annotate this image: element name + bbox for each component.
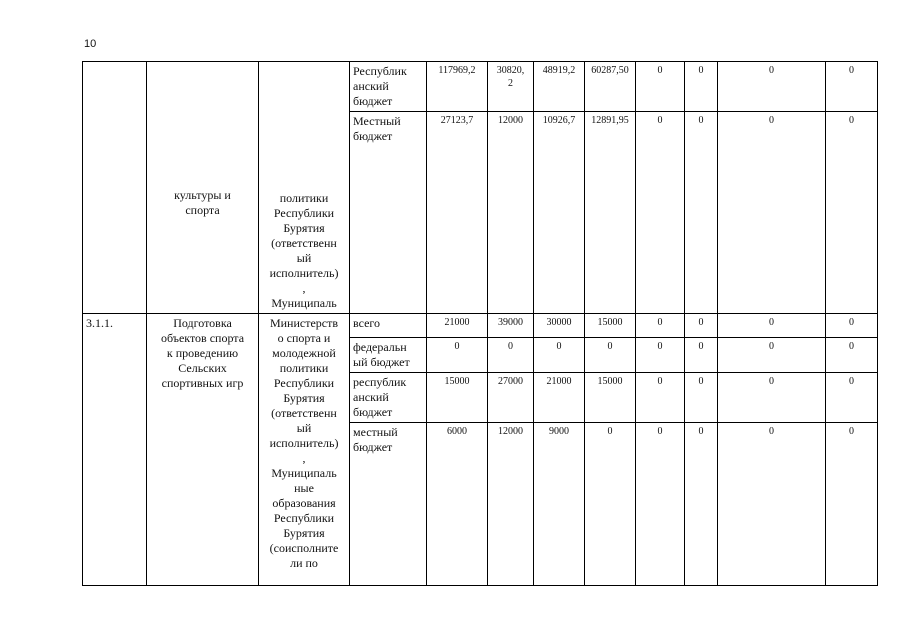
measure-name-cell: Подготовка объектов спорта к проведению Сельских спортивных игр: [147, 314, 259, 586]
value-cell: 0: [718, 373, 826, 423]
funding-source-cell: всего: [350, 314, 427, 338]
value-cell: 30000: [534, 314, 585, 338]
value-cell: 0: [427, 338, 488, 373]
value-cell: 15000: [427, 373, 488, 423]
value-cell: 39000: [488, 314, 534, 338]
value-cell: 15000: [585, 373, 636, 423]
value-cell: 60287,50: [585, 62, 636, 112]
value-cell: 0: [826, 423, 878, 586]
value-cell: 0: [685, 373, 718, 423]
value-cell: 0: [685, 314, 718, 338]
value-cell: 0: [685, 423, 718, 586]
value-cell: 0: [636, 314, 685, 338]
value-cell: 117969,2: [427, 62, 488, 112]
value-cell: 0: [826, 62, 878, 112]
value-cell: 21000: [427, 314, 488, 338]
value-cell: 0: [685, 62, 718, 112]
value-cell: 0: [718, 112, 826, 314]
funding-source-cell: республик анский бюджет: [350, 373, 427, 423]
item-number-cell: 3.1.1.: [83, 314, 147, 586]
budget-table: [82, 61, 878, 586]
value-cell: 6000: [427, 423, 488, 586]
value-cell: 0: [636, 373, 685, 423]
value-cell: 0: [718, 62, 826, 112]
table-row: [83, 62, 878, 112]
value-cell: 0: [488, 338, 534, 373]
page-number: 10: [84, 38, 97, 50]
item-number-cell-empty: [83, 62, 147, 314]
value-cell: 12000: [488, 423, 534, 586]
value-cell: 0: [718, 423, 826, 586]
value-cell: 21000: [534, 373, 585, 423]
value-cell: 0: [585, 338, 636, 373]
value-cell: 0: [826, 338, 878, 373]
value-cell: 0: [636, 112, 685, 314]
executor-cell: политики Республики Бурятия (ответственн ый исполнитель) , Муниципаль: [259, 62, 350, 314]
value-cell: 27000: [488, 373, 534, 423]
value-cell: 48919,2: [534, 62, 585, 112]
value-cell: 30820, 2: [488, 62, 534, 112]
value-cell: 9000: [534, 423, 585, 586]
value-cell: 15000: [585, 314, 636, 338]
value-cell: 27123,7: [427, 112, 488, 314]
value-cell: 0: [636, 423, 685, 586]
funding-source-cell: Республик анский бюджет: [350, 62, 427, 112]
executor-cell: Министерств о спорта и молодежной политики Республики Бурятия (ответственн ый исполнитель) , Муниципаль ные образования Республики Бурятия (соисполните ли по: [259, 314, 350, 586]
value-cell: 0: [534, 338, 585, 373]
measure-name-cell: [147, 62, 259, 314]
value-cell: 0: [585, 423, 636, 586]
funding-source-cell: Местный бюджет: [350, 112, 427, 314]
value-cell: 0: [826, 314, 878, 338]
value-cell: 0: [636, 62, 685, 112]
value-cell: 10926,7: [534, 112, 585, 314]
funding-source-cell: местный бюджет: [350, 423, 427, 586]
value-cell: 0: [636, 338, 685, 373]
measure-name-text: культуры и спорта: [174, 188, 231, 217]
value-cell: 0: [718, 338, 826, 373]
value-cell: 0: [685, 112, 718, 314]
value-cell: 0: [826, 112, 878, 314]
value-cell: 0: [826, 373, 878, 423]
funding-source-cell: федеральн ый бюджет: [350, 338, 427, 373]
value-cell: 12000: [488, 112, 534, 314]
table-row: [83, 314, 878, 338]
value-cell: 0: [685, 338, 718, 373]
value-cell: 0: [718, 314, 826, 338]
value-cell: 12891,95: [585, 112, 636, 314]
